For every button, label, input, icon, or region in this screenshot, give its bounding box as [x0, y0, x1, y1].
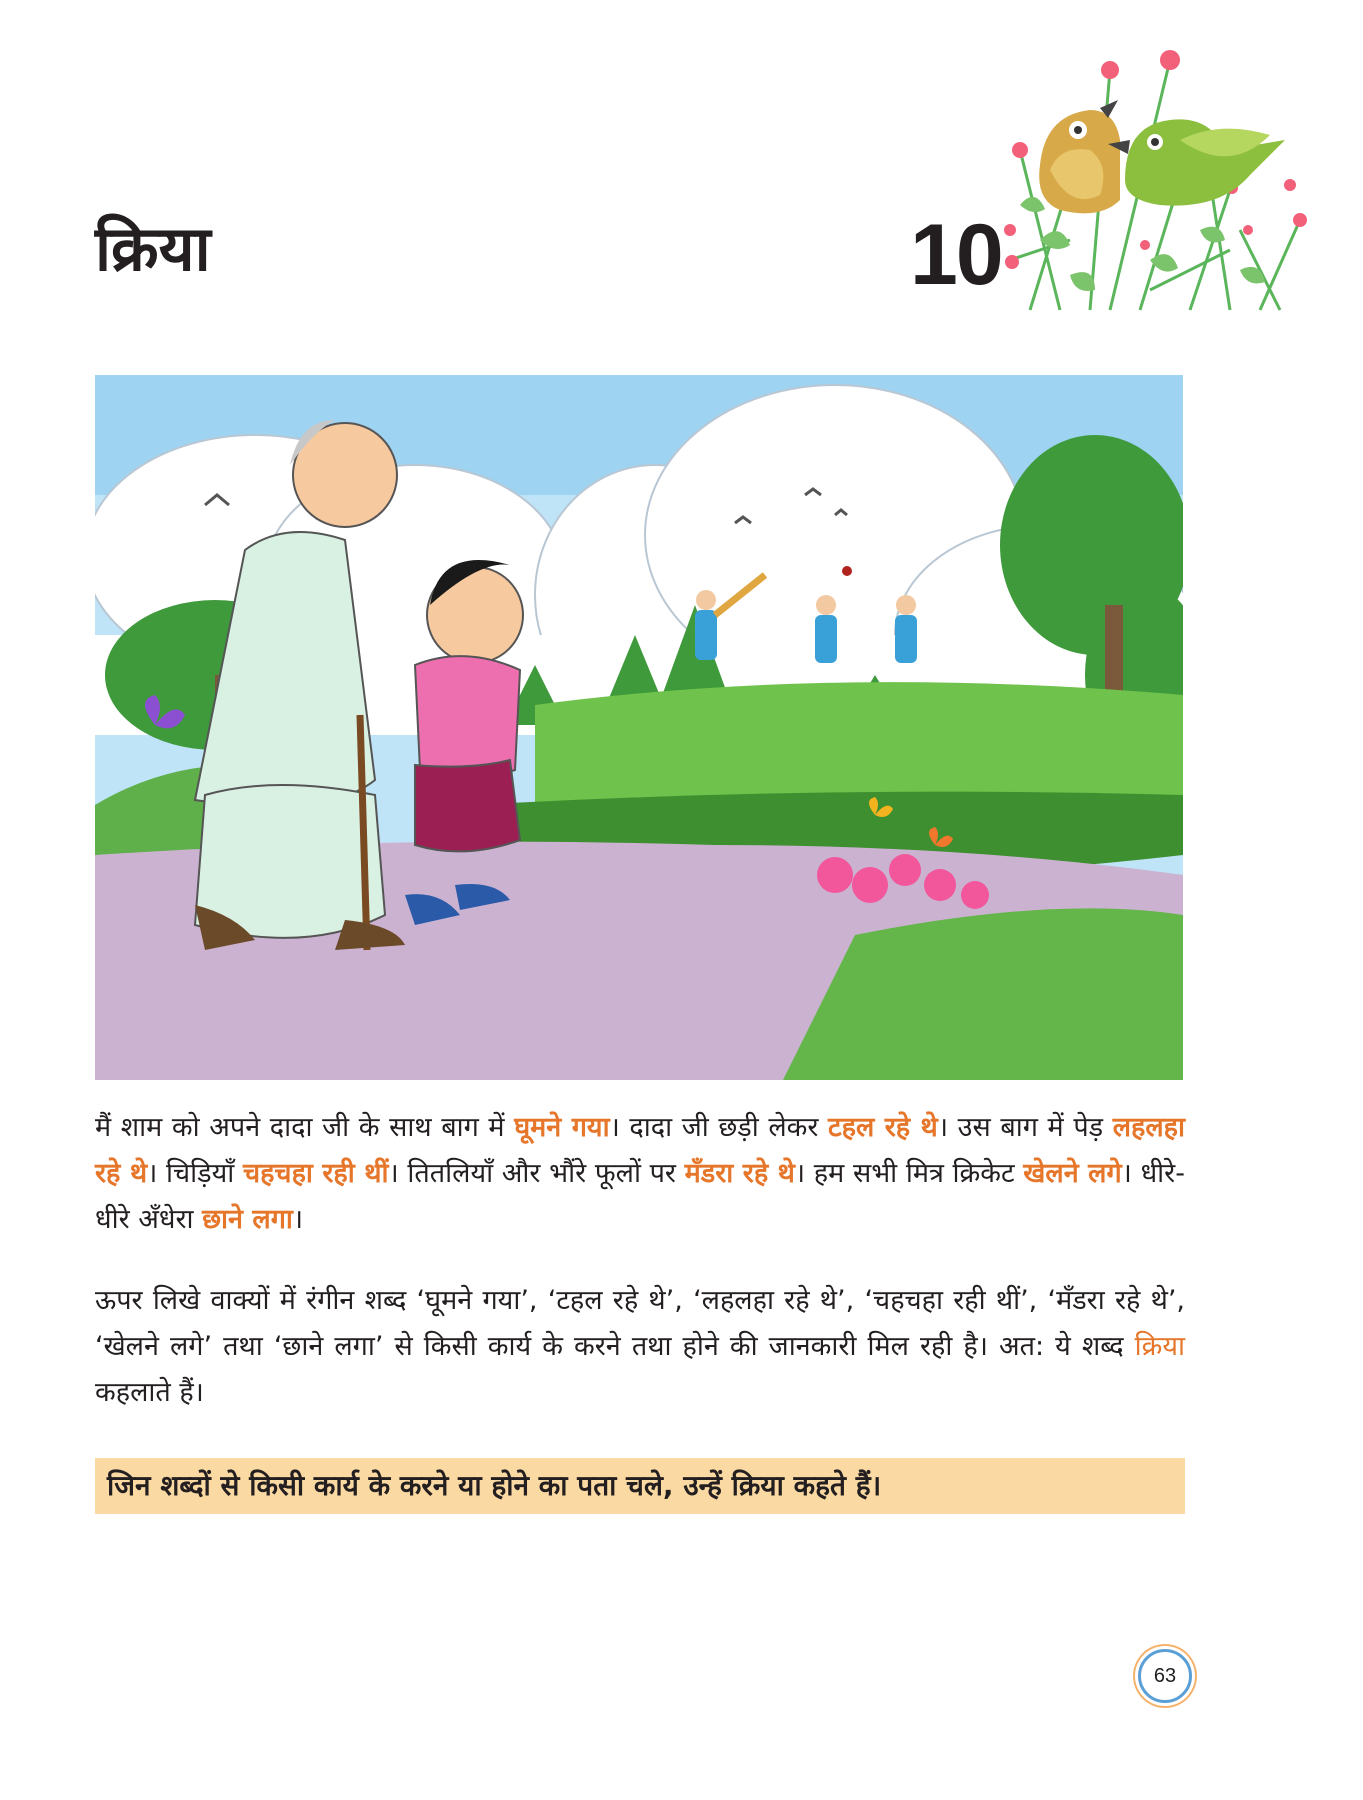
verb-highlight: टहल रहे थे [828, 1112, 938, 1143]
verb-highlight: छाने लगा [202, 1204, 293, 1235]
park-scene-illustration [95, 375, 1183, 1080]
story-paragraph: मैं शाम को अपने दादा जी के साथ बाग में घूमने गया। दादा जी छड़ी लेकर टहल रहे थे। उस बाग में पेड़ लहलहा रहे थे। चिड़ियाँ चहचहा रही थीं। तितलियाँ और भौंरे फूलों पर मँडरा रहे थे। हम सभी मित्र क्रिकेट खेलने लगे। धीरे-धीरे अँधेरा छाने लगा। [95, 1112, 1186, 1235]
verb-highlight: चहचहा रही थीं [242, 1158, 389, 1189]
verb-highlight: खेलने लगे [1023, 1158, 1122, 1189]
term-highlight: क्रिया [1134, 1331, 1185, 1362]
verb-highlight: मँडरा रहे थे [684, 1158, 795, 1189]
chapter-number: 10 [910, 207, 1002, 303]
verb-highlight: लहलहा रहे थे [95, 1112, 1186, 1189]
definition-box: जिन शब्दों से किसी कार्य के करने या होने का पता चले, उन्हें क्रिया कहते हैं। [95, 1458, 1185, 1514]
explanation-paragraph: ऊपर लिखे वाक्यों में रंगीन शब्द ‘घूमने गया’, ‘टहल रहे थे’, ‘लहलहा रहे थे’, ‘चहचहा रही थीं’, ‘मँडरा रहे थे’, ‘खेलने लगे’ तथा ‘छाने लगा’ से किसी कार्य के करने तथा होने की जानकारी मिल रही है। अत: ये शब्द क्रिया कहलाते हैं। [95, 1285, 1185, 1408]
chapter-title: क्रिया [95, 212, 211, 285]
birds-illustration [1000, 30, 1320, 315]
page-number: 63 [1138, 1649, 1192, 1703]
verb-highlight: घूमने गया [514, 1112, 610, 1143]
